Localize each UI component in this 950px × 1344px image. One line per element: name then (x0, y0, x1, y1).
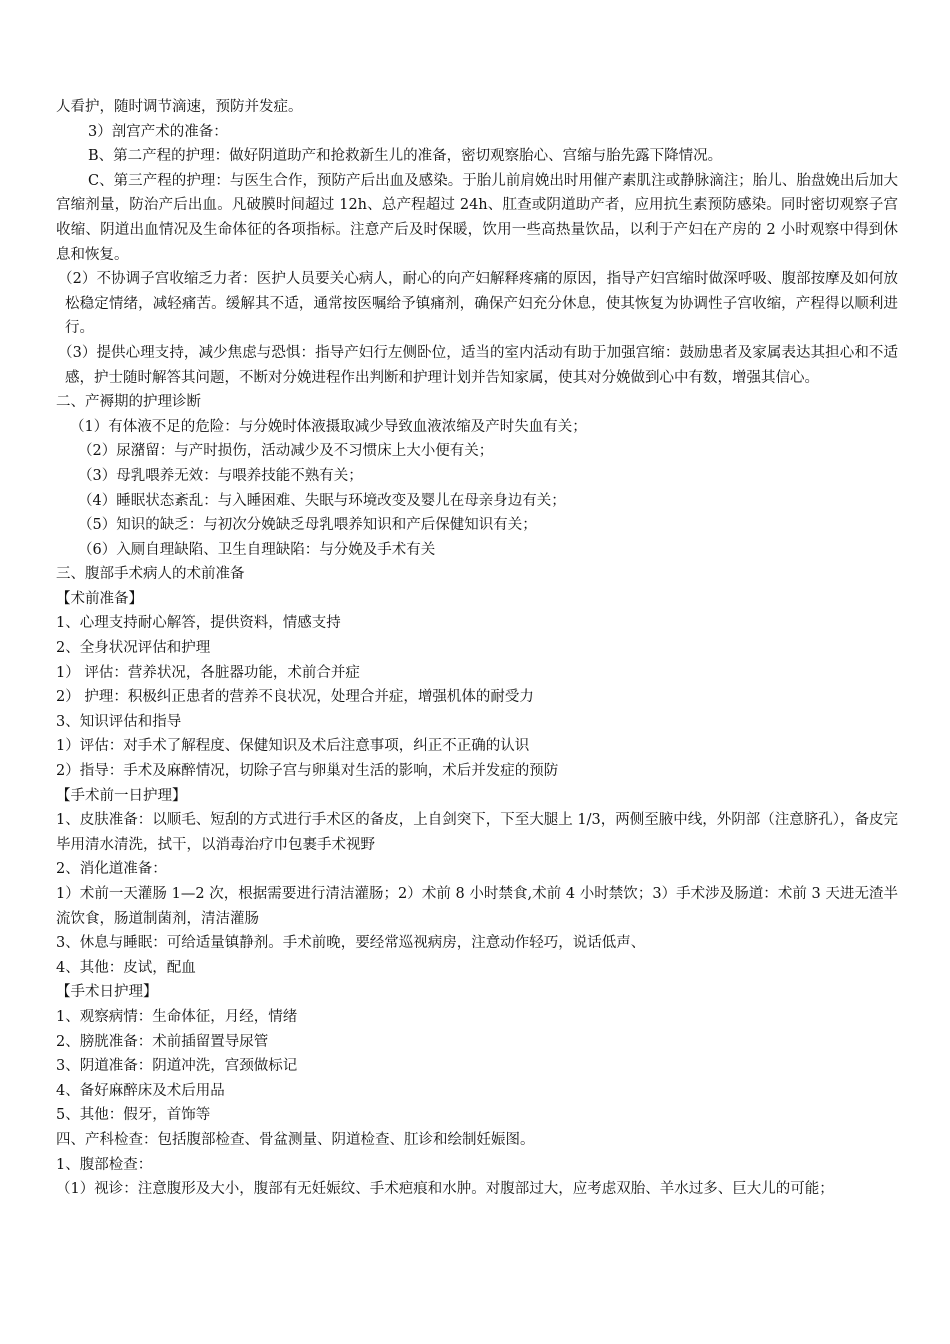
paragraph: （3）提供心理支持，减少焦虑与恐惧：指导产妇行左侧卧位，适当的室内活动有助于加强宫缩：鼓励患者及家属表达其担心和不适感，护士随时解答其问题，不断对分娩进程作出判断和护理计划并告知家属，使其对分娩做到心中有数，增强其信心。 (58, 344, 898, 386)
paragraph: 4、备好麻醉床及术后用品 (56, 1082, 225, 1099)
paragraph: （2）尿潴留：与产时损伤，活动减少及不习惯床上大小便有关； (78, 443, 494, 460)
paragraph: （1）有体液不足的危险：与分娩时体液摄取减少导致血液浓缩及产时失血有关； (70, 418, 587, 435)
paragraph: 【手术日护理】 (56, 984, 158, 1001)
paragraph: （1）视诊：注意腹形及大小，腹部有无妊娠纹、手术疤痕和水肿。对腹部过大，应考虑双胎、羊水过多、巨大儿的可能； (56, 1181, 834, 1198)
paragraph: （6）入厕自理缺陷、卫生自理缺陷：与分娩及手术有关 (78, 541, 436, 558)
paragraph: （3）母乳喂养无效：与喂养技能不熟有关； (78, 467, 363, 484)
paragraph: 4、其他：皮试，配血 (56, 959, 196, 976)
paragraph: 1、腹部检查： (56, 1156, 153, 1173)
paragraph: 1）术前一天灌肠 1—2 次，根据需要进行清洁灌肠；2）术前 8 小时禁食,术前 4 小时禁饮；3）手术涉及肠道：术前 3 天进无渣半流饮食，肠道制菌剂，清洁灌肠 (56, 886, 898, 927)
paragraph: 三、腹部手术病人的术前准备 (56, 566, 245, 583)
paragraph: 3、阴道准备：阴道冲洗，宫颈做标记 (56, 1058, 298, 1075)
document-body (56, 95, 898, 1202)
paragraph: 【术前准备】 (56, 590, 143, 607)
paragraph: 1、观察病情：生命体征，月经，情绪 (56, 1008, 298, 1025)
paragraph: 2、膀胱准备：术前插留置导尿管 (56, 1033, 269, 1050)
paragraph: C、第三产程的护理：与医生合作，预防产后出血及感染。于胎儿前肩娩出时用催产素肌注或静脉滴注；胎儿、胎盘娩出后加大宫缩剂量，防治产后出血。凡破膜时间超过 12h、总产程超过 24h、肛查或阴道助产者，应用抗生素预防感染。同时密切观察子宫收缩、阴道出血情况及生命体征的各项指标。注意产后及时保暖，饮用一些高热量饮品，以利于产妇在产房的 2 小时观察中得到休息和恢复。 (56, 172, 898, 263)
paragraph: （4）睡眠状态紊乱：与入睡困难、失眠与环境改变及婴儿在母亲身边有关； (78, 492, 566, 509)
paragraph: 2） 护理：积极纠正患者的营养不良状况，处理合并症，增强机体的耐受力 (56, 689, 534, 706)
paragraph: 3）剖宫产术的准备： (88, 123, 228, 140)
paragraph: （5）知识的缺乏：与初次分娩缺乏母乳喂养知识和产后保健知识有关； (78, 517, 537, 534)
paragraph: 3、知识评估和指导 (56, 713, 182, 730)
paragraph: 1、心理支持耐心解答，提供资料，情感支持 (56, 615, 341, 632)
paragraph: （2）不协调子宫收缩乏力者：医护人员要关心病人，耐心的向产妇解释疼痛的原因，指导产妇宫缩时做深呼吸、腹部按摩及如何放松稳定情绪，减轻痛苦。缓解其不适，通常按医嘱给予镇痛剂，确保产妇充分休息，使其恢复为协调性子宫收缩，产程得以顺利进行。 (58, 271, 898, 337)
paragraph: 2、全身状况评估和护理 (56, 640, 211, 657)
paragraph: 1） 评估：营养状况，各脏器功能，术前合并症 (56, 664, 360, 681)
paragraph: 1）评估：对手术了解程度、保健知识及术后注意事项，纠正不正确的认识 (56, 738, 530, 755)
paragraph: 四、产科检查：包括腹部检查、骨盆测量、阴道检查、肛诊和绘制妊娠图。 (56, 1131, 535, 1148)
paragraph: 二、产褥期的护理诊断 (56, 394, 201, 411)
paragraph: 人看护，随时调节滴速，预防并发症。 (56, 99, 303, 115)
paragraph: 【手术前一日护理】 (56, 787, 187, 804)
paragraph: 3、休息与睡眠：可给适量镇静剂。手术前晚，要经常巡视病房，注意动作轻巧，说话低声、 (56, 935, 646, 952)
paragraph: 1、皮肤准备：以顺毛、短刮的方式进行手术区的备皮，上自剑突下，下至大腿上 1/3，两侧至腋中线，外阴部（注意脐孔），备皮完毕用清水清洗，拭干，以消毒治疗巾包裹手术视野 (56, 812, 898, 853)
paragraph: 2、消化道准备： (56, 861, 167, 878)
paragraph: 5、其他：假牙，首饰等 (56, 1107, 211, 1124)
paragraph: B、第二产程的护理：做好阴道助产和抢救新生儿的准备，密切观察胎心、宫缩与胎先露下降情况。 (88, 148, 723, 165)
paragraph: 2）指导：手术及麻醉情况，切除子宫与卵巢对生活的影响，术后并发症的预防 (56, 763, 559, 780)
